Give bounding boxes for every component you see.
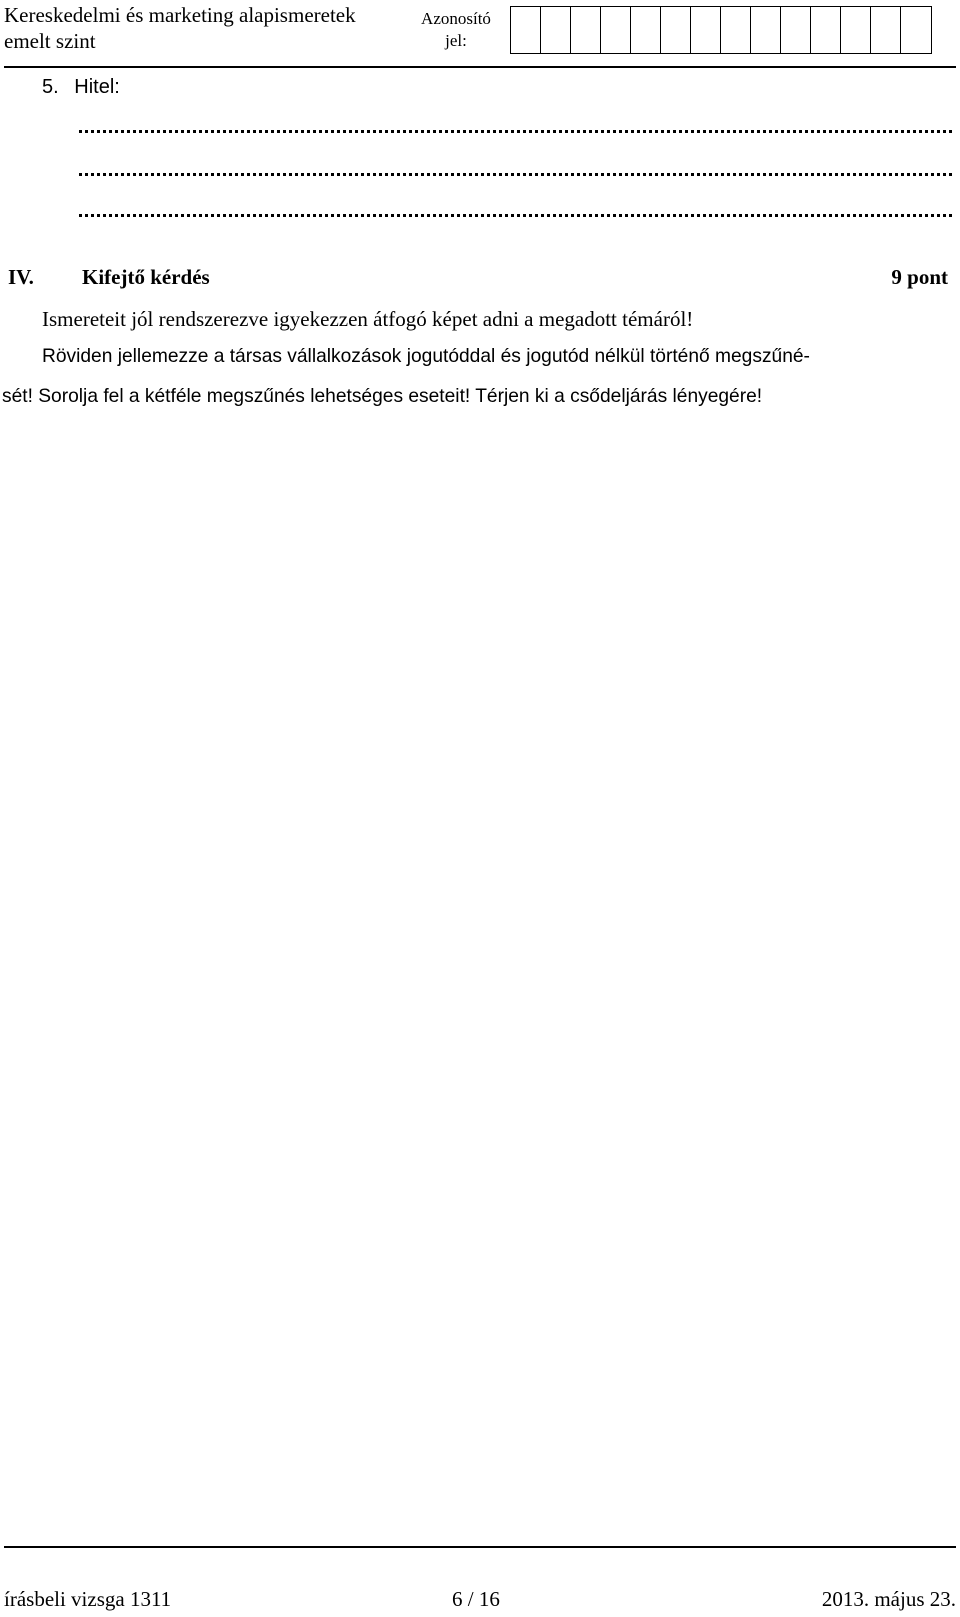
id-label-line1: Azonosító bbox=[421, 9, 491, 28]
id-box[interactable] bbox=[841, 7, 871, 53]
footer-divider bbox=[4, 1546, 956, 1548]
task-line-2: sét! Sorolja fel a kétféle megszűnés lehetséges eseteit! Térjen ki a csődeljárás lényegére! bbox=[2, 386, 763, 407]
id-label bbox=[420, 8, 492, 52]
answer-line-2[interactable] bbox=[79, 173, 952, 176]
section-title: Kifejtő kérdés bbox=[82, 265, 210, 289]
id-box[interactable] bbox=[511, 7, 541, 53]
id-box[interactable] bbox=[871, 7, 901, 53]
id-box[interactable] bbox=[571, 7, 601, 53]
id-box[interactable] bbox=[601, 7, 631, 53]
instruction-intro: Ismereteit jól rendszerezve igyekezzen átfogó képet adni a megadott témáról! bbox=[42, 307, 694, 331]
header-level: emelt szint bbox=[4, 29, 96, 53]
id-label-line2: jel: bbox=[445, 31, 467, 50]
id-box[interactable] bbox=[751, 7, 781, 53]
footer-date: 2013. május 23. bbox=[821, 1587, 956, 1611]
id-box[interactable] bbox=[691, 7, 721, 53]
id-input-grid[interactable] bbox=[510, 6, 932, 54]
section-points: 9 pont bbox=[891, 265, 948, 289]
footer-exam: írásbeli vizsga 1311 bbox=[4, 1587, 172, 1611]
footer-page-number: 6 / 16 bbox=[452, 1587, 500, 1611]
id-box[interactable] bbox=[661, 7, 691, 53]
section-number: IV. bbox=[8, 265, 34, 289]
task-text bbox=[2, 344, 948, 410]
id-box[interactable] bbox=[631, 7, 661, 53]
header-divider bbox=[4, 66, 956, 68]
question-5-label: Hitel: bbox=[74, 76, 120, 98]
question-5 bbox=[42, 74, 120, 100]
id-box[interactable] bbox=[721, 7, 751, 53]
id-box[interactable] bbox=[781, 7, 811, 53]
id-box[interactable] bbox=[541, 7, 571, 53]
answer-line-1[interactable] bbox=[79, 130, 952, 133]
id-box[interactable] bbox=[811, 7, 841, 53]
header-subject: Kereskedelmi és marketing alapismeretek bbox=[4, 3, 356, 27]
answer-line-3[interactable] bbox=[79, 214, 952, 217]
question-5-number: 5. bbox=[42, 76, 59, 98]
task-line-1: Röviden jellemezze a társas vállalkozások jogutóddal és jogutód nélkül történő megszűné- bbox=[42, 346, 810, 367]
header-subject-block bbox=[4, 2, 356, 54]
id-box[interactable] bbox=[901, 7, 931, 53]
